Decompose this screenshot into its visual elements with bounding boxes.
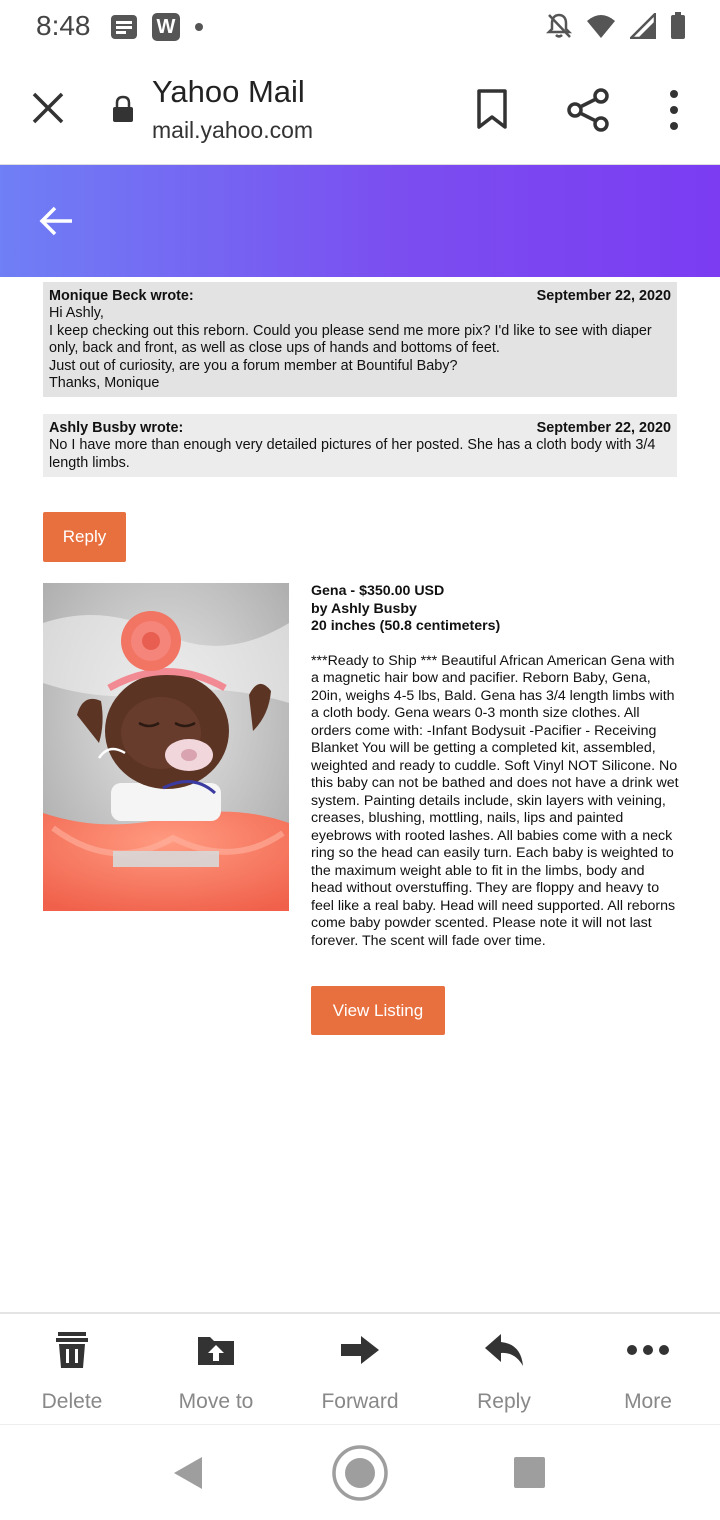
message-line: Thanks, Monique <box>49 375 160 392</box>
back-arrow-icon[interactable] <box>38 203 76 239</box>
forward-arrow-icon <box>339 1334 381 1366</box>
signal-icon <box>630 13 656 39</box>
android-nav-bar <box>0 1424 720 1520</box>
message-body <box>49 305 671 392</box>
listing-title-price: Gena - $350.00 USD <box>311 583 445 599</box>
overflow-menu-icon[interactable] <box>662 88 686 132</box>
wifi-icon <box>586 13 616 39</box>
close-icon[interactable] <box>28 88 68 128</box>
action-label: Delete <box>41 1390 103 1413</box>
message-date: September 22, 2020 <box>536 420 671 436</box>
site-url[interactable]: mail.yahoo.com <box>152 117 314 143</box>
quoted-message <box>43 414 677 477</box>
action-label: Forward <box>321 1390 399 1413</box>
nav-home-icon[interactable] <box>331 1444 389 1502</box>
action-bar <box>0 1312 720 1424</box>
nav-recents-icon[interactable] <box>514 1457 545 1488</box>
battery-icon <box>670 12 686 40</box>
action-label: Reply <box>477 1390 531 1413</box>
move-to-button[interactable] <box>144 1314 288 1424</box>
folder-move-icon <box>196 1333 236 1367</box>
message-line: I keep checking out this reborn. Could you please send me more pix? I'd like to see with diaper only, back and front, as well as close ups of hands and bottoms of feet. <box>49 322 652 357</box>
message-author: Ashly Busby wrote: <box>49 420 184 436</box>
action-label: More <box>624 1390 672 1413</box>
delete-button[interactable] <box>0 1314 144 1424</box>
forward-button[interactable] <box>288 1314 432 1424</box>
more-dots-icon <box>626 1344 670 1356</box>
quoted-message-header <box>49 420 671 437</box>
view-listing-button[interactable]: View Listing <box>311 986 445 1035</box>
mail-toolbar <box>0 165 720 277</box>
lock-icon[interactable] <box>112 95 134 123</box>
quoted-message-header <box>49 288 671 305</box>
listing-photo[interactable] <box>43 583 289 911</box>
status-right-icons <box>546 12 686 40</box>
status-bar <box>0 0 720 52</box>
trash-icon <box>54 1330 90 1370</box>
more-button[interactable] <box>576 1314 720 1424</box>
browser-header <box>0 52 720 165</box>
notes-icon <box>110 14 138 40</box>
quoted-message <box>43 282 677 397</box>
status-left-icons <box>110 13 204 41</box>
message-author: Monique Beck wrote: <box>49 288 194 304</box>
message-body <box>49 437 671 472</box>
reply-action-button[interactable] <box>432 1314 576 1424</box>
w-app-icon: W <box>152 13 180 41</box>
share-icon[interactable] <box>566 88 610 132</box>
listing-size: 20 inches (50.8 centimeters) <box>311 618 501 634</box>
message-date: September 22, 2020 <box>536 288 671 304</box>
listing-info <box>311 583 679 950</box>
message-line: No I have more than enough very detailed pictures of her posted. She has a cloth body with 3/4 length limbs. <box>49 437 656 471</box>
bookmark-icon[interactable] <box>474 88 510 130</box>
message-line: Hi Ashly, <box>49 305 104 322</box>
dot-icon <box>194 22 204 32</box>
message-line: Just out of curiosity, are you a forum member at Bountiful Baby? <box>49 357 458 374</box>
message-content <box>0 277 720 1312</box>
nav-back-icon[interactable] <box>172 1456 204 1490</box>
reply-button[interactable]: Reply <box>43 512 126 562</box>
bell-off-icon <box>546 12 572 40</box>
action-label: Move to <box>178 1390 254 1413</box>
listing-seller: by Ashly Busby <box>311 600 417 617</box>
listing-description: ***Ready to Ship *** Beautiful African American Gena with a magnetic hair bow and pacifier. Reborn Baby, Gena, 20in, weighs 4-5 lbs, Bald. Gena has 3/4 length limbs with a cloth body. Gena wears 0-3 month size clothes. All orders come with: -Infant Bodysuit -Pacifier - Receiving Blanket You will be getting a completed kit, assembled, weighted and ready to cuddle. Soft Vinyl NOT Silicone. No this baby can not be bathed and does not have a drink wet system. Painting details include, skin layers with veining, creases, blushing, mottling, nails, lips and painted eyebrows with rooted lashes. All babies come with a neck ring so the head can easily turn. Each baby is weighted to the maximum weight able to fit in the limbs, body and head without overstuffing. They are floppy and heavy to feel like a real baby. Head will need supported. All reborns come baby powder scented. Please note it will not last forever. The scent will fade over time. <box>311 652 679 949</box>
reply-arrow-icon <box>483 1332 525 1368</box>
status-time: 8:48 <box>36 10 91 41</box>
site-title: Yahoo Mail <box>152 74 305 109</box>
